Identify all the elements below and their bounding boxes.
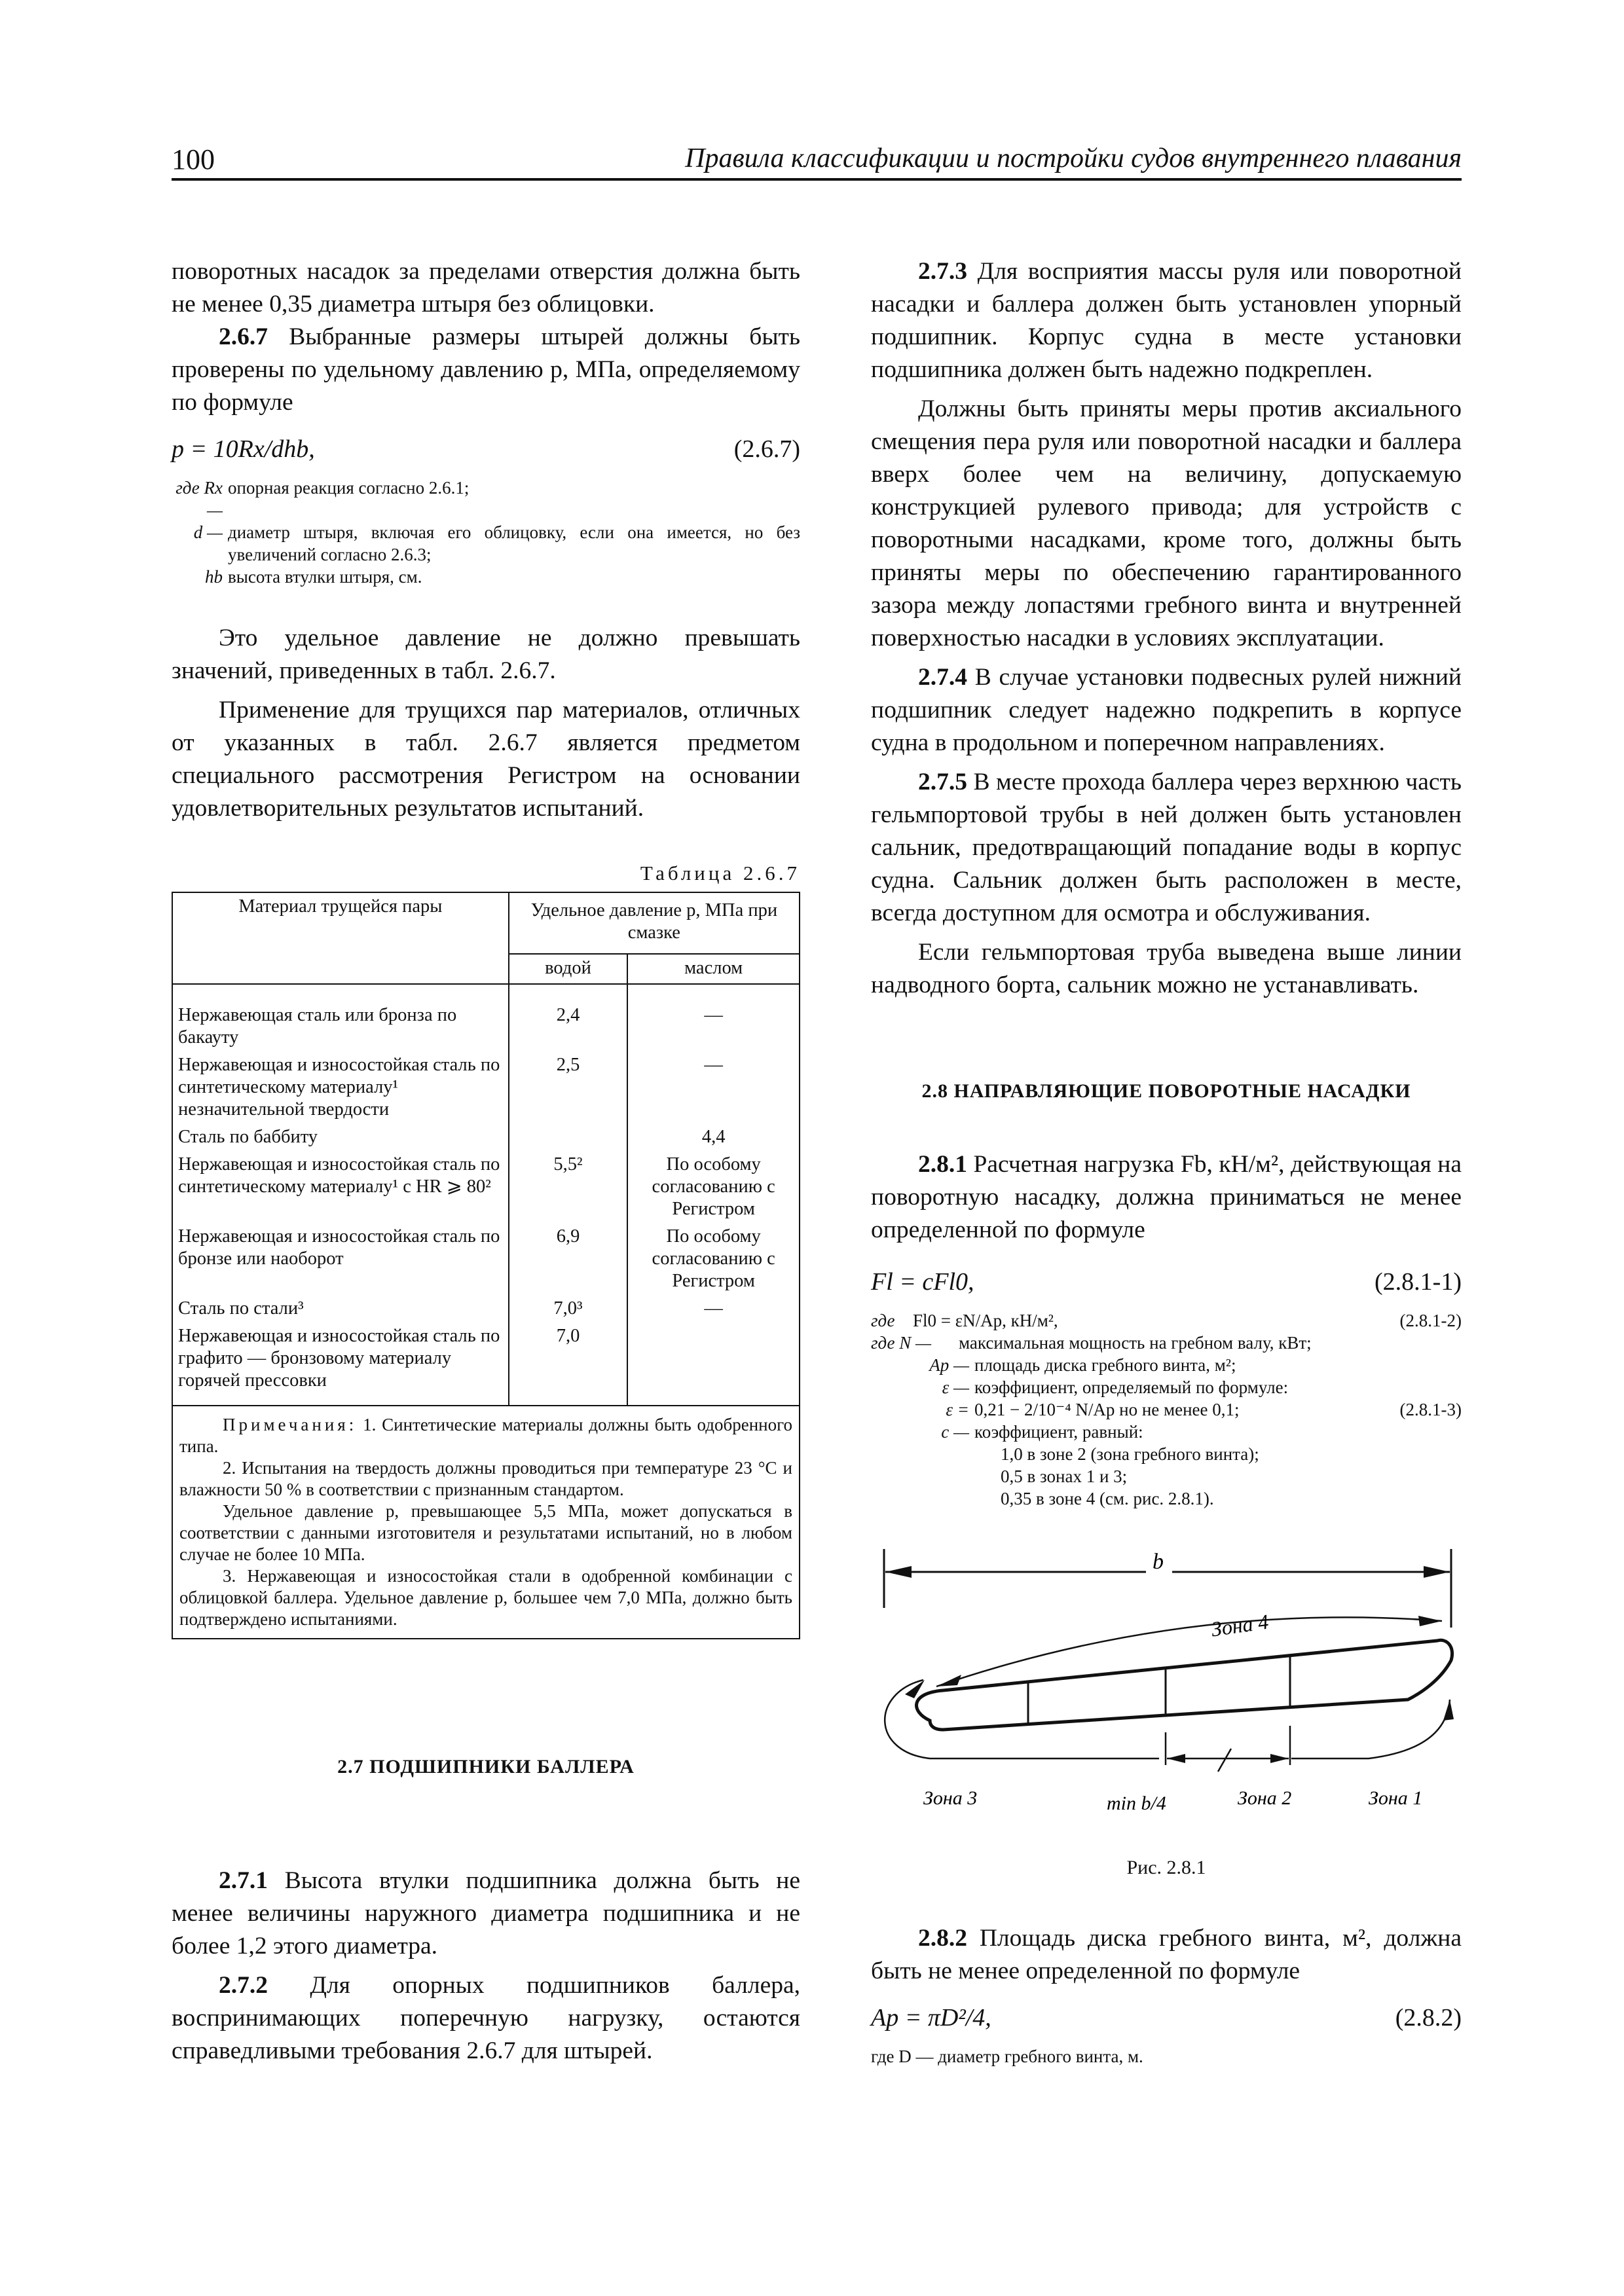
label-zone1: Зона 1 <box>1369 1787 1423 1809</box>
cell-material: Нержавеющая сталь или бронза по бакауту <box>172 1002 509 1051</box>
paragraph-text: Расчетная нагрузка Fb, кН/м², действующая на поворотную насадку, должна приниматься не менее определенной по формуле <box>871 1151 1462 1243</box>
table-header-pressure: Удельное давление p, МПа при смазке <box>509 892 800 954</box>
cell-material: Сталь по стали³ <box>172 1295 509 1322</box>
paragraph-2-7-3 <box>871 255 1462 386</box>
paragraph-2-8-1 <box>871 1148 1462 1247</box>
paragraph-2-7-4 <box>871 661 1462 759</box>
formula-2-8-1-1 <box>871 1265 1462 1299</box>
table-header-material: Материал трущейся пары <box>172 892 509 984</box>
table-row <box>172 1322 800 1406</box>
cell-water: 2,4 <box>509 1002 628 1051</box>
paragraph-text: Площадь диска гребного винта, м², должна быть не менее определенной по формуле <box>871 1925 1462 1984</box>
cell-oil: По особому согласованию с Регистром <box>627 1151 800 1223</box>
legend-row: c — коэффициент, равный: <box>941 1422 1143 1442</box>
arrow-left <box>885 1566 912 1578</box>
section-title-2-8: 2.8 НАПРАВЛЯЮЩИЕ ПОВОРОТНЫЕ НАСАДКИ <box>921 1080 1411 1102</box>
note-3: 3. Нержавеющая и износостойкая стали в одобренной комбинации с облицовкой баллера. Удельное давление p, большее чем 7,0 МПа, должно быть подтверждено испытаниями. <box>179 1566 792 1629</box>
legend-row: где Fl0 = εN/Ap, кН/м², (2.8.1-2) <box>871 1311 1462 1330</box>
zone2-arrow-r <box>1270 1754 1289 1763</box>
note-1: Примечания: 1. Синтетические материалы должны быть одобренного типа. <box>179 1415 792 1456</box>
paragraph-axial-shift: Должны быть приняты меры против аксиального смещения пера руля или поворотной насадки и баллера вверх более чем на величину, допускаемую конструкцией рулевого привода; для устройств с поворотными насадками, кроме того, должны быть приняты меры по обеспечению гарантированного зазора между лопастями гребного винта и внутренней поверхностью насадки в условиях эксплуатации. <box>871 395 1462 651</box>
paragraph-text: Выбранные размеры штырей должны быть проверены по удельному давлению p, МПа, определяемому по формуле <box>172 323 800 416</box>
formula-expression: Ap = πD²/4, <box>871 2004 991 2032</box>
label-zone2: Зона 2 <box>1238 1787 1292 1809</box>
paragraph-other-materials: Применение для трущихся пар материалов, отличных от указанных в табл. 2.6.7 является предметом специального рассмотрения Регистром на основании удовлетворительных результатов испытаний. <box>172 697 800 822</box>
cell-material: Нержавеющая и износостойкая сталь по синтетическому материалу¹ незначительной твердости <box>172 1051 509 1123</box>
zone4-arc <box>936 1617 1442 1686</box>
legend-row <box>172 566 800 588</box>
legend-text: диаметр штыря, включая его облицовку, если она имеется, но без увеличений согласно 2.6.3; <box>228 522 800 564</box>
legend-symbol: где Rx — <box>175 478 223 520</box>
cell-material: Нержавеющая и износостойкая сталь по синтетическому материалу¹ с HR ⩾ 80² <box>172 1151 509 1223</box>
cell-oil <box>627 1322 800 1406</box>
clause-number: 2.6.7 <box>219 323 268 350</box>
left-column <box>172 255 800 2068</box>
paragraph-2-7-2 <box>172 1969 800 2068</box>
table-row <box>172 1295 800 1322</box>
note-2: 2. Испытания на твердость должны проводиться при температуре 23 °С и влажности 50 % в соответствии с признанным стандартом. <box>179 1458 792 1499</box>
cell-water: 7,0³ <box>509 1295 628 1322</box>
paragraph-text: Для опорных подшипников баллера, воспринимающих поперечную нагрузку, остаются справедливыми требования 2.6.7 для штырей. <box>172 1972 800 2064</box>
legend-row: Ap — площадь диска гребного винта, м²; <box>929 1355 1236 1375</box>
legend-row: где N — максимальная мощность на гребном валу, кВт; <box>871 1333 1312 1353</box>
nozzle-profile-diagram <box>871 1536 1462 1850</box>
legend-symbol: d — <box>193 522 223 542</box>
zone4-arrow-right <box>1418 1616 1442 1626</box>
zone1-arc <box>1291 1700 1450 1758</box>
right-column <box>871 255 1462 2068</box>
cell-oil: — <box>627 1295 800 1322</box>
formula-legend <box>172 477 800 588</box>
paragraph-text: Высота втулки подшипника должна быть не менее величины наружного диаметра подшипника и не более 1,2 этого диаметра. <box>172 1867 800 1959</box>
table-subheader-oil: маслом <box>627 954 800 984</box>
legend-row: 0,35 в зоне 4 (см. рис. 2.8.1). <box>1001 1489 1214 1508</box>
paragraph-2-7-1 <box>172 1865 800 1963</box>
cell-oil: — <box>627 1002 800 1051</box>
paragraph-2-7-5 <box>871 766 1462 930</box>
paragraph-gland-optional: Если гельмпортовая труба выведена выше линии надводного борта, сальник можно не устанавливать. <box>871 939 1462 998</box>
legend-row: 1,0 в зоне 2 (зона гребного винта); <box>1001 1444 1259 1464</box>
min-b4-leader <box>1218 1749 1231 1772</box>
cell-water: 5,5² <box>509 1151 628 1223</box>
cell-water: 2,5 <box>509 1051 628 1123</box>
table-row <box>172 1051 800 1123</box>
legend-row: ε — коэффициент, определяемый по формуле: <box>942 1377 1289 1397</box>
table-subheader-water: водой <box>509 954 628 984</box>
table-row <box>172 1223 800 1295</box>
figure-2-8-1 <box>871 1536 1462 1903</box>
section-title-2-7: 2.7 ПОДШИПНИКИ БАЛЛЕРА <box>337 1756 635 1777</box>
cell-oil: По особому согласованию с Регистром <box>627 1223 800 1295</box>
clause-number: 2.7.1 <box>219 1867 268 1894</box>
paragraph-text: Для восприятия массы руля или поворотной насадки и баллера должен быть установлен упорный подшипник. Корпус судна в месте установки подшипника должен быть надежно подкреплен. <box>871 258 1462 383</box>
label-zone4: Зона 4 <box>1209 1609 1270 1641</box>
clause-number: 2.8.1 <box>918 1151 967 1178</box>
cell-oil: 4,4 <box>627 1123 800 1151</box>
legend-text: высота втулки штыря, см. <box>228 567 422 587</box>
paragraph-2-6-7 <box>172 321 800 419</box>
cell-water: 6,9 <box>509 1223 628 1295</box>
table-caption: Таблица 2.6.7 <box>640 862 800 884</box>
nozzle-profile <box>917 1640 1452 1730</box>
legend-symbol: hb <box>205 567 223 587</box>
formula-number: (2.8.2) <box>1395 2004 1462 2032</box>
label-min-b4: min b/4 <box>1107 1793 1166 1814</box>
zone2-arrow-l <box>1167 1754 1185 1763</box>
table-row <box>172 1123 800 1151</box>
cell-oil: — <box>627 1051 800 1123</box>
legend-row: 0,5 в зонах 1 и 3; <box>1001 1467 1128 1486</box>
formula-expression: Fl = cFl0, <box>871 1268 974 1296</box>
zone4-arrow-left <box>936 1675 961 1686</box>
running-title: Правила классификации и постройки судов внутреннего плавания <box>685 143 1462 173</box>
figure-caption: Рис. 2.8.1 <box>1126 1857 1206 1878</box>
paragraph-continuation: поворотных насадок за пределами отверстия должна быть не менее 0,35 диаметра штыря без облицовки. <box>172 258 800 318</box>
notes-label: Примечания: <box>223 1415 358 1434</box>
formula-number: (2.6.7) <box>733 435 800 463</box>
note-2b: Удельное давление p, превышающее 5,5 МПа, может допускаться в соответствии с данными изготовителя и результатами испытаний, но в любом случае не более 10 МПа. <box>179 1501 792 1564</box>
zone1-arrow <box>1443 1700 1454 1721</box>
clause-number: 2.7.5 <box>918 769 967 795</box>
table-row <box>172 1151 800 1223</box>
cell-material: Нержавеющая и износостойкая сталь по графито — бронзовому материалу горячей прессовки <box>172 1322 509 1406</box>
clause-number: 2.8.2 <box>918 1925 967 1952</box>
table-row <box>172 1002 800 1051</box>
legend-text: опорная реакция согласно 2.6.1; <box>228 478 470 498</box>
cell-material: Сталь по баббиту <box>172 1123 509 1151</box>
formula-2-6-7 <box>172 432 800 466</box>
cell-water <box>509 1123 628 1151</box>
paragraph-2-8-2 <box>871 1922 1462 1988</box>
formula-expression: p = 10Rx/dhb, <box>172 435 315 463</box>
paragraph-text: В месте прохода баллера через верхнюю часть гельмпортовой трубы в ней должен быть установлен сальник, предотвращающий попадание воды в корпус судна. Сальник должен быть расположен в месте, всегда доступном для осмотра и обслуживания. <box>871 769 1462 926</box>
header-rule <box>172 178 1462 181</box>
legend-row <box>158 477 800 521</box>
paragraph-text: В случае установки подвесных рулей нижний подшипник следует надежно подкрепить в корпусе судна в продольном и поперечном направлениях. <box>871 664 1462 756</box>
label-zone3: Зона 3 <box>923 1787 978 1809</box>
legend-row <box>172 521 800 566</box>
clause-number: 2.7.3 <box>918 258 967 285</box>
label-b: b <box>1153 1550 1164 1574</box>
table-notes <box>172 1406 800 1639</box>
formula-2-8-2 <box>871 2001 1462 2035</box>
nozzle-load-legend <box>871 1309 1462 1510</box>
formula-2-8-2-legend: где D — диаметр гребного винта, м. <box>871 2047 1143 2066</box>
cell-water: 7,0 <box>509 1322 628 1406</box>
cell-material: Нержавеющая и износостойкая сталь по бронзе или наоборот <box>172 1223 509 1295</box>
clause-number: 2.7.2 <box>219 1972 268 1999</box>
paragraph-pressure-limit: Это удельное давление не должно превышать значений, приведенных в табл. 2.6.7. <box>172 625 800 684</box>
legend-row: ε = 0,21 − 2/10⁻⁴ N/Ap но не менее 0,1; (2.8.1-3) <box>946 1400 1462 1419</box>
clause-number: 2.7.4 <box>918 664 967 691</box>
page-number: 100 <box>172 143 215 175</box>
arrow-right <box>1424 1566 1450 1578</box>
formula-number: (2.8.1-1) <box>1375 1268 1462 1296</box>
materials-table <box>172 892 800 1406</box>
